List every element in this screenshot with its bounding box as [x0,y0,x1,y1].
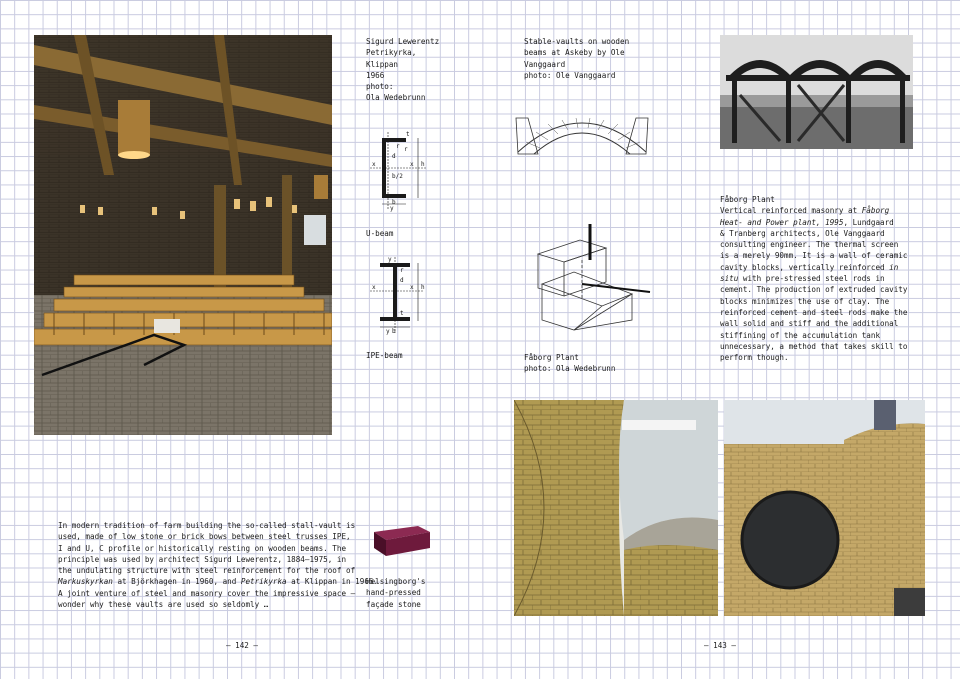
text-line [720,239,920,250]
page-number-left: – 142 – [226,641,259,650]
ipe-beam-dim-label: d [400,277,404,284]
text-segment: consulting engineer. The thermal screen [720,240,899,250]
text-line [720,341,920,352]
text-line [58,599,358,610]
caption-line: Stable-vaults on wooden [524,37,630,46]
u-beam-dim-label: x [410,161,414,168]
facade-brick-image [370,524,434,558]
italic-segment: situ [720,274,739,284]
caption-line: Vanggaard [524,59,566,69]
text-line [58,588,358,599]
text-segment: blocks minimizes the use of clay. The [720,296,890,306]
text-segment: , Lundgaard [843,217,894,227]
text-line [58,543,358,554]
u-beam-dim-label: r [396,143,400,150]
u-beam-dim-label: y [390,205,394,212]
text-segment: unnecessary, a method that takes skill to [720,341,908,351]
u-beam-dim-label: b/2 [392,173,403,180]
ipe-beam-dim-label: x [372,284,376,291]
round-window-photo [724,400,925,616]
italic-segment: Petrikyrka [240,577,287,587]
text-segment: is a merely 90mm. It is a wall of ceramic [720,251,908,261]
text-line [720,284,920,295]
text-segment: principle was used by architect Sigurd Lewerentz, 1884–1975, in [58,554,347,564]
u-beam-label: U-beam [366,229,394,238]
u-beam-dim-label: h [421,161,425,168]
caption-line: photo: [366,82,394,92]
text-segment: cavity blocks, vertically reinforced [720,262,890,272]
body-text [58,520,379,610]
text-segment: & Tranberg architects, Ole Vanggaard [720,228,885,238]
text-line [58,531,358,542]
caption-line: Klippan [366,59,399,69]
u-beam-dim-label: d [392,153,396,160]
text-segment: A joint venture of steel and masonry cover the impressive space — [58,588,356,598]
text-segment: perform though. [720,353,789,363]
caption-line: hand-pressed [366,588,421,598]
text-segment: In modern tradition of farm building the so-called stall-vault is [58,521,356,530]
wall-caption [524,352,615,375]
text-segment: I and U, C profile or historically resting on wooden beams. The [58,543,347,553]
faborg-text [720,194,920,363]
text-line [720,330,920,341]
u-beam-dim-label: r [404,146,408,153]
ipe-beam-dim-label: y [388,256,392,263]
church-photo-caption [366,36,439,104]
church-interior-photo [34,35,332,435]
ipe-beam-dim-label: y [386,328,390,335]
text-segment: cement. The production of extruded cavity [720,285,908,295]
text-line [720,228,920,239]
text-line [720,273,920,284]
text-segment: at Klippan in 1966. [286,577,379,587]
italic-segment: Fåborg [861,206,890,216]
text-line [58,576,379,587]
text-line [58,565,358,576]
ipe-beam-dim-label: h [421,284,425,291]
ipe-beam-dim-label: b [392,328,396,335]
curved-wall-photo [514,400,718,616]
u-beam-dim-label: t [406,131,410,138]
caption-line: Helsingborg's [366,577,426,586]
vault-construction-photo [720,35,913,149]
text-segment: stiffining of the accumulation tank [720,330,881,340]
italic-segment: Heat- and Power plant, 1995 [720,217,844,227]
caption-line: 1966 [366,70,385,80]
caption-line: photo: Ola Wedebrunn [524,364,616,374]
text-line [720,250,920,261]
italic-segment: in [889,262,899,272]
u-beam-dim-label: x [372,161,376,168]
brick-caption [366,576,425,610]
text-line [58,520,358,531]
caption-line: Fåborg Plant [524,353,579,362]
caption-line: Petrikyrka, [366,48,417,58]
text-line [720,217,920,228]
italic-segment: Markuskyrkan [58,577,113,587]
caption-line: beams at Askeby by Ole [524,48,625,58]
text-segment: wall solid and stiff and the additional [720,319,899,329]
text-line [720,205,920,216]
u-beam-diagram [366,128,436,214]
ipe-beam-dim-label: t [400,310,404,317]
caption-line: Sigurd Lewerentz [366,37,440,46]
text-segment: wonder why these vaults are used so seldomly … [58,600,269,610]
text-segment: Vertical reinforced masonry at [720,206,862,216]
page-number-right: – 143 – [704,641,737,650]
ipe-beam-dim-label: r [400,267,404,274]
vault-caption [524,36,629,81]
ipe-beam-label: IPE-beam [366,351,403,360]
ipe-beam-diagram [366,255,436,335]
u-beam-dim-label: b [392,199,396,206]
text-line [720,194,920,205]
text-segment: reinforced cement and steel rods make the [720,307,908,317]
caption-line: façade stone [366,599,421,609]
text-line [720,307,920,318]
text-line [720,352,920,363]
text-segment: with pre-stressed steel rods in [738,274,885,284]
text-line [58,554,358,565]
text-line [720,296,920,307]
text-segment: at Björkhagen in 1960, and [112,577,241,587]
vault-arch-drawing [514,112,650,160]
text-line [720,318,920,329]
caption-line: Ola Wedebrunn [366,93,426,103]
text-segment: used, made of low stone or brick bows between steel trusses IPE, [58,532,351,542]
caption-line: photo: Ole Vanggaard [524,70,616,80]
ipe-beam-dim-label: x [410,284,414,291]
reinforced-block-drawing [522,224,652,334]
text-line [720,262,920,273]
text-segment: the undulating structure with steel reinforcement for the roof of [58,566,356,576]
text-segment: Fåborg Plant [720,195,775,204]
